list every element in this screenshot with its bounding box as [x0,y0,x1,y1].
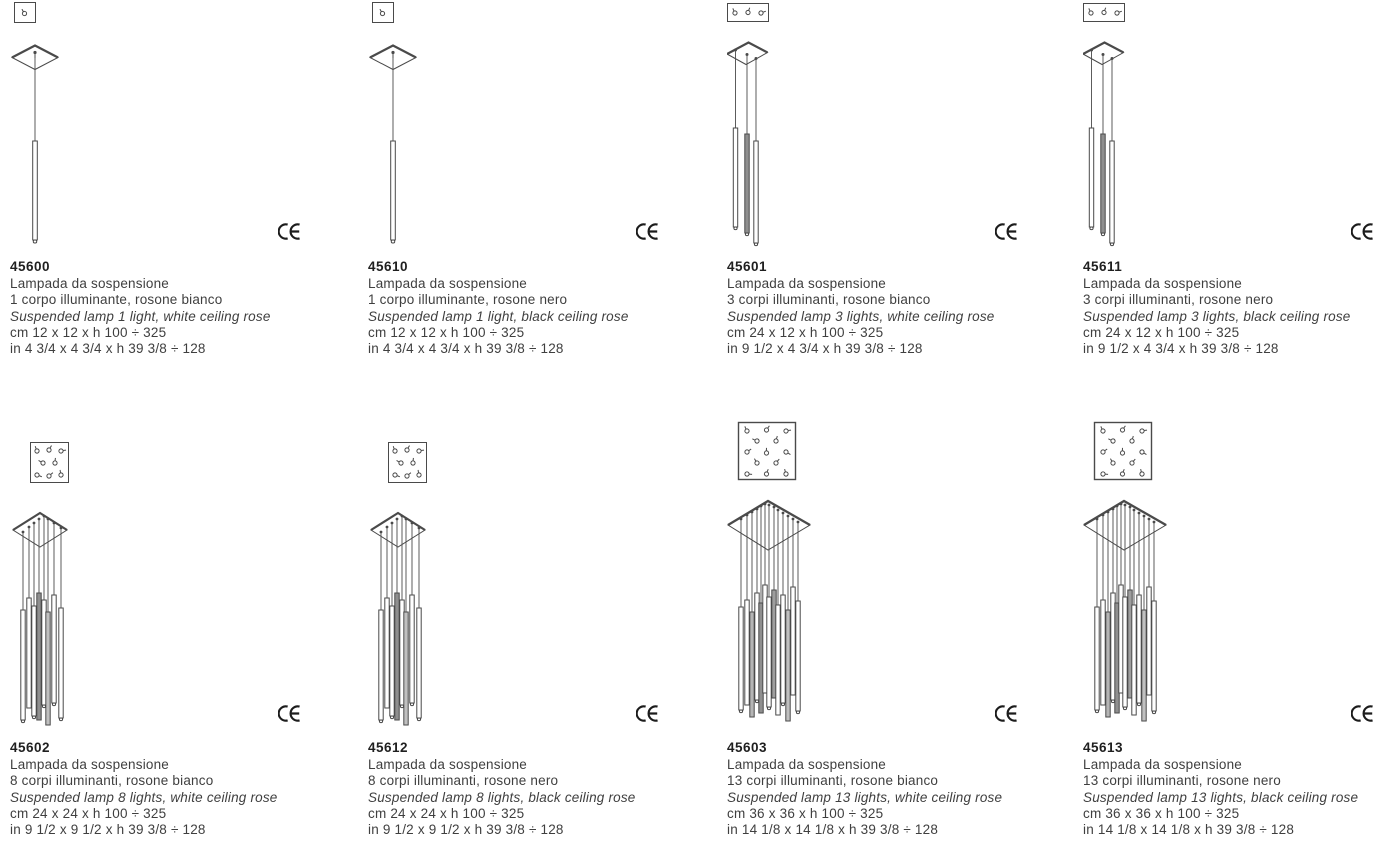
product-name-it: Lampada da sospensione [368,757,528,772]
dimensions-in: in 4 3/4 x 4 3/4 x h 39 3/8 ÷ 128 [368,341,564,357]
product-detail-it: 13 corpi illuminanti, rosone bianco [727,773,939,789]
product-name-it: Lampada da sospensione [10,276,170,291]
product-code: 45610 [368,259,409,274]
product-detail-en: Suspended lamp 3 lights, white ceiling rose [727,308,995,324]
dimensions-in: in 9 1/2 x 4 3/4 x h 39 3/8 ÷ 128 [727,341,923,357]
product-code: 45612 [368,740,409,755]
dimensions-cm: cm 12 x 12 x h 100 ÷ 325 [368,324,525,340]
ce-mark-icon [1351,221,1379,242]
product-detail-it: 8 corpi illuminanti, rosone bianco [10,773,214,789]
product-detail-en: Suspended lamp 13 lights, black ceiling rose [1083,789,1359,805]
product-card [368,420,718,845]
pendant-drawing [727,415,877,750]
product-info [368,258,713,357]
dimensions-cm: cm 36 x 36 x h 100 ÷ 325 [727,805,884,821]
product-detail-en: Suspended lamp 8 lights, white ceiling rose [10,789,278,805]
product-card [10,420,360,845]
product-detail-it: 1 corpo illuminante, rosone bianco [10,292,223,308]
product-code: 45603 [727,740,768,755]
product-code: 45601 [727,259,768,274]
dimensions-in: in 9 1/2 x 4 3/4 x h 39 3/8 ÷ 128 [1083,341,1279,357]
product-info [727,258,1072,357]
ce-mark-icon [636,703,664,724]
product-name-it: Lampada da sospensione [1083,757,1243,772]
product-card [10,0,360,420]
pendant-drawing [1083,415,1233,750]
product-code: 45611 [1083,259,1123,274]
product-info [1083,258,1395,357]
product-card [368,0,718,420]
product-detail-en: Suspended lamp 13 lights, white ceiling rose [727,789,1003,805]
product-code: 45602 [10,740,51,755]
pendant-drawing [10,0,70,250]
dimensions-cm: cm 12 x 12 x h 100 ÷ 325 [10,324,167,340]
product-info [727,739,1072,838]
product-detail-it: 3 corpi illuminanti, rosone nero [1083,292,1274,308]
product-detail-it: 1 corpo illuminante, rosone nero [368,292,568,308]
product-detail-en: Suspended lamp 1 light, black ceiling rose [368,308,629,324]
dimensions-in: in 14 1/8 x 14 1/8 x h 39 3/8 ÷ 128 [727,822,939,838]
ce-mark-icon [278,703,306,724]
product-info [10,258,355,357]
product-detail-it: 8 corpi illuminanti, rosone nero [368,773,559,789]
ce-mark-icon [278,221,306,242]
product-detail-en: Suspended lamp 8 lights, black ceiling rose [368,789,636,805]
pendant-drawing [727,0,807,250]
product-name-it: Lampada da sospensione [727,757,887,772]
ce-mark-icon [1351,703,1379,724]
ce-mark-icon [636,221,664,242]
product-detail-it: 13 corpi illuminanti, rosone nero [1083,773,1281,789]
product-detail-en: Suspended lamp 1 light, white ceiling rose [10,308,271,324]
pendant-drawing [368,0,428,250]
product-name-it: Lampada da sospensione [368,276,528,291]
product-code: 45613 [1083,740,1124,755]
product-card [727,0,1077,420]
product-detail-en: Suspended lamp 3 lights, black ceiling rose [1083,308,1351,324]
product-info [368,739,713,838]
product-name-it: Lampada da sospensione [1083,276,1243,291]
pendant-drawing [1083,0,1163,250]
dimensions-in: in 14 1/8 x 14 1/8 x h 39 3/8 ÷ 128 [1083,822,1295,838]
ce-mark-icon [995,221,1023,242]
dimensions-cm: cm 24 x 12 x h 100 ÷ 325 [1083,324,1240,340]
product-info [10,739,355,838]
product-detail-it: 3 corpi illuminanti, rosone bianco [727,292,931,308]
dimensions-cm: cm 24 x 12 x h 100 ÷ 325 [727,324,884,340]
pendant-drawing [368,420,488,750]
product-info [1083,739,1395,838]
pendant-drawing [10,420,130,750]
product-code: 45600 [10,259,51,274]
ce-mark-icon [995,703,1023,724]
dimensions-in: in 4 3/4 x 4 3/4 x h 39 3/8 ÷ 128 [10,341,206,357]
product-card [1083,420,1395,845]
product-name-it: Lampada da sospensione [727,276,887,291]
dimensions-cm: cm 24 x 24 x h 100 ÷ 325 [368,805,525,821]
product-card [1083,0,1395,420]
dimensions-cm: cm 24 x 24 x h 100 ÷ 325 [10,805,167,821]
dimensions-cm: cm 36 x 36 x h 100 ÷ 325 [1083,805,1240,821]
product-card [727,420,1077,845]
dimensions-in: in 9 1/2 x 9 1/2 x h 39 3/8 ÷ 128 [368,822,564,838]
dimensions-in: in 9 1/2 x 9 1/2 x h 39 3/8 ÷ 128 [10,822,206,838]
product-name-it: Lampada da sospensione [10,757,170,772]
